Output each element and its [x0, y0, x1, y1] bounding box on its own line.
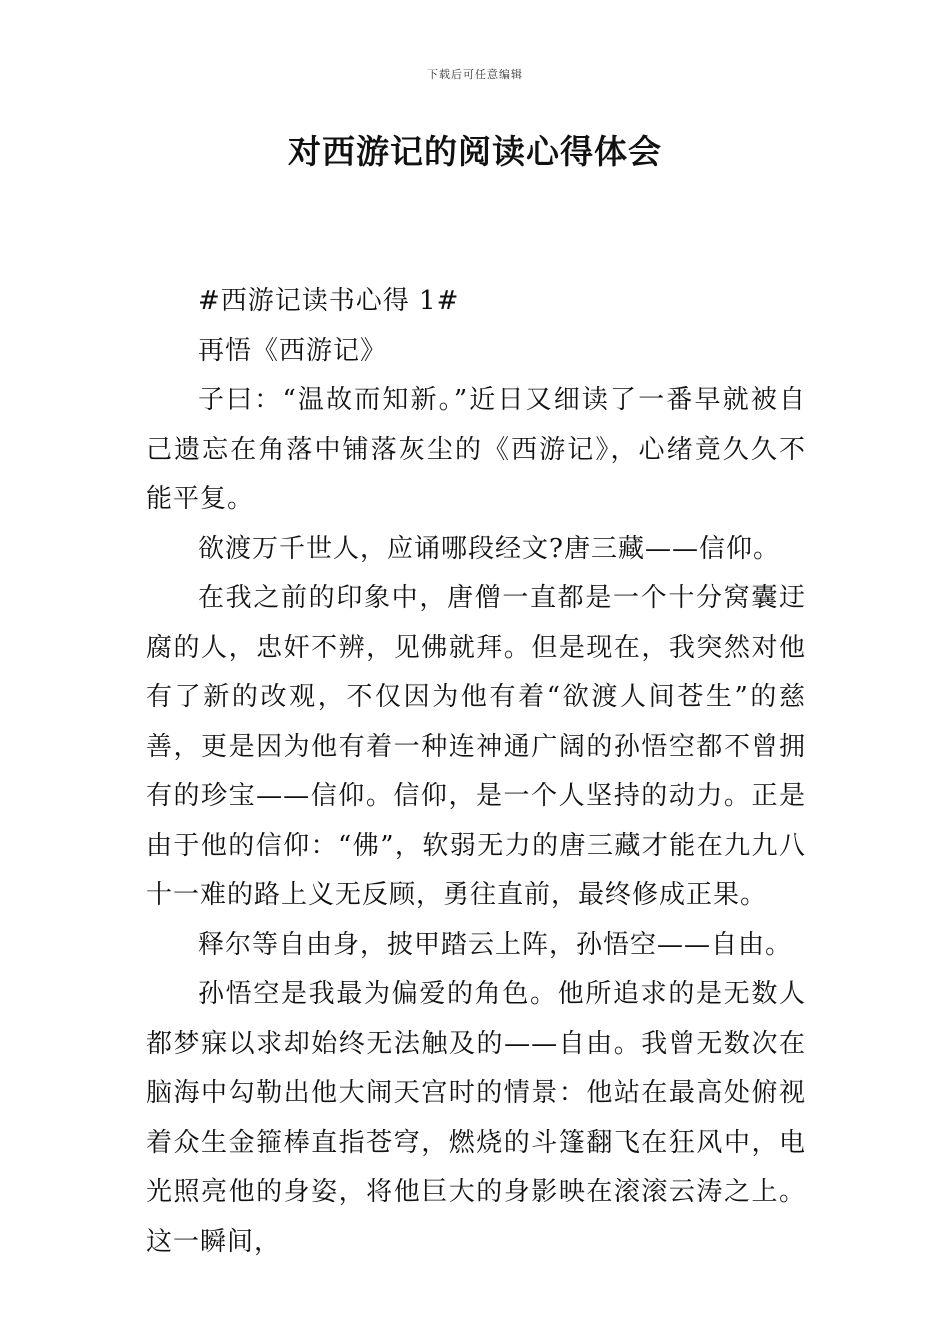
- document-body: [146, 277, 806, 1267]
- document-title: 对西游记的阅读心得体会: [288, 132, 662, 171]
- paragraph-subtitle: 再悟《西游记》: [198, 335, 388, 366]
- paragraph-section-heading: #西游记读书心得 1#: [198, 286, 460, 316]
- paragraph: 在我之前的印象中，唐僧一直都是一个十分窝囊迂腐的人，忠奸不辨，见佛就拜。但是现在，我突然对他有了新的改观，不仅因为他有着“欲渡人间苍生”的慈善，更是因为他有着一种连神通广阔的孙悟空都不曾拥有的珍宝——信仰。信仰，是一个人坚持的动力。正是由于他的信仰：“佛”，软弱无力的唐三藏才能在九九八十一难的路上义无反顾，勇往直前，最终修成正果。: [146, 583, 806, 910]
- paragraph: 子曰：“温故而知新。”近日又细读了一番早就被自己遗忘在角落中铺落灰尘的《西游记》，心绪竟久久不能平复。: [146, 385, 806, 514]
- paragraph: 欲渡万千世人，应诵哪段经文?唐三藏——信仰。: [198, 533, 780, 564]
- paragraph: 释尔等自由身，披甲踏云上阵，孙悟空——自由。: [198, 929, 793, 960]
- paragraph: 孙悟空是我最为偏爱的角色。他所追求的是无数人都梦寐以求却始终无法触及的——自由。我曾无数次在脑海中勾勒出他大闹天宫时的情景：他站在最高处俯视着众生金箍棒直指苍穹，燃烧的斗篷翻飞在狂风中，电光照亮他的身姿，将他巨大的身影映在滚滚云涛之上。这一瞬间，: [146, 979, 806, 1257]
- header-note: 下载后可任意编辑: [427, 68, 523, 81]
